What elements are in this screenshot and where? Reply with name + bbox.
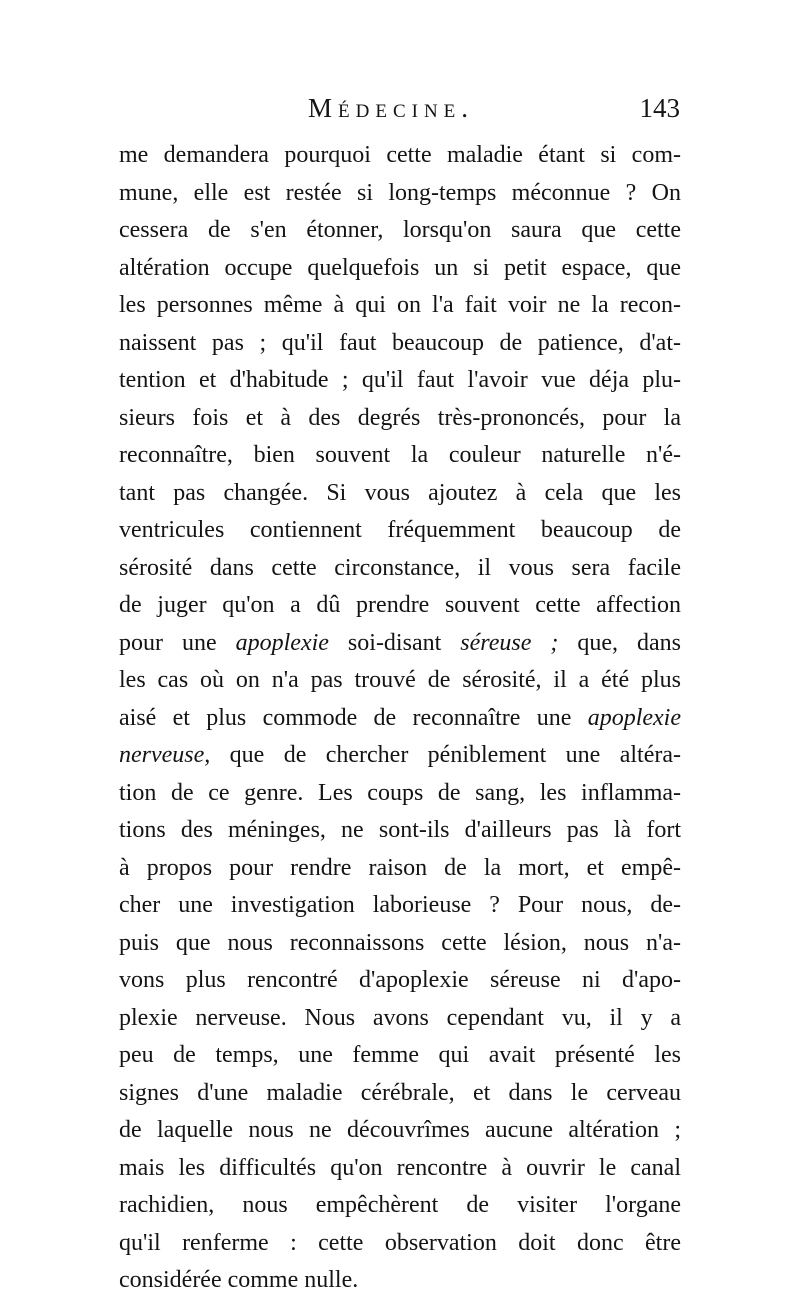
text-line xyxy=(119,1000,681,1038)
text-segment: cessera de s'en étonner, lorsqu'on saura que cette xyxy=(119,217,681,243)
italic-term: séreuse ; xyxy=(460,629,559,656)
text-segment: aisé et plus commode de reconnaître une xyxy=(119,704,588,731)
text-segment: les personnes même à qui on l'a fait voir ne la recon- xyxy=(119,292,681,318)
text-line xyxy=(119,737,681,775)
text-line xyxy=(119,400,681,438)
italic-term: apoplexie xyxy=(235,629,329,656)
text-segment: puis que nous reconnaissons cette lésion, nous n'a- xyxy=(119,929,681,956)
text-segment: soi-disant xyxy=(328,629,461,656)
running-title: Médecine. xyxy=(308,93,475,123)
text-segment: mais les difficultés qu'on rencontre à ouvrir le canal xyxy=(119,1154,681,1181)
text-segment: tions des méninges, ne sont-ils d'ailleurs pas là fort xyxy=(119,817,681,843)
text-segment: cher une investigation laborieuse ? Pour nous, de- xyxy=(119,892,681,918)
text-line xyxy=(119,1262,681,1300)
text-segment: reconnaître, bien souvent la couleur naturelle n'é- xyxy=(119,442,681,468)
text-line xyxy=(119,1187,681,1225)
text-line xyxy=(119,512,681,550)
text-segment: ventricules contiennent fréquemment beaucoup de xyxy=(119,517,681,543)
text-segment: qu'il renferme : cette observation doit donc être xyxy=(119,1229,681,1256)
text-segment: altération occupe quelquefois un si petit espace, que xyxy=(119,254,681,281)
text-segment: à propos pour rendre raison de la mort, et empê- xyxy=(119,854,681,881)
text-line xyxy=(119,250,681,288)
text-line xyxy=(119,662,681,700)
body-paragraph xyxy=(119,137,681,1300)
text-line xyxy=(119,1112,681,1150)
text-segment: sérosité dans cette circonstance, il vous sera facile xyxy=(119,554,681,581)
text-segment: sieurs fois et à des degrés très-prononcés, pour la xyxy=(119,404,681,431)
text-segment: vons plus rencontré d'apoplexie séreuse ni d'apo- xyxy=(119,967,681,993)
text-segment: tant pas changée. Si vous ajoutez à cela que les xyxy=(119,479,681,506)
text-line xyxy=(119,212,681,250)
text-segment: les cas où on n'a pas trouvé de sérosité, il a été plus xyxy=(119,667,681,693)
page-number: 143 xyxy=(639,93,680,123)
text-line xyxy=(119,1150,681,1188)
text-line xyxy=(119,475,681,513)
text-segment: tention et d'habitude ; qu'il faut l'avoir vue déja plu- xyxy=(119,367,681,393)
text-segment: de laquelle nous ne découvrîmes aucune altération ; xyxy=(119,1117,681,1143)
text-line xyxy=(119,437,681,475)
text-line xyxy=(119,362,681,400)
text-line xyxy=(119,325,681,363)
text-line xyxy=(119,550,681,588)
text-segment: considérée comme nulle. xyxy=(119,1267,359,1293)
italic-term: nerveuse, xyxy=(119,742,211,768)
text-segment: de juger qu'on a dû prendre souvent cette affection xyxy=(119,592,681,618)
text-line xyxy=(119,775,681,813)
text-line xyxy=(119,625,681,663)
italic-term: apoplexie xyxy=(587,704,681,731)
text-line xyxy=(119,850,681,888)
text-segment: me demandera pourquoi cette maladie étant si com- xyxy=(119,142,681,168)
text-segment: mune, elle est restée si long-temps méconnue ? On xyxy=(119,179,681,206)
text-line xyxy=(119,1075,681,1113)
text-line xyxy=(119,137,681,175)
text-line xyxy=(119,962,681,1000)
text-line xyxy=(119,175,681,213)
text-line xyxy=(119,887,681,925)
text-segment: plexie nerveuse. Nous avons cependant vu, il y a xyxy=(119,1004,681,1031)
text-segment: peu de temps, une femme qui avait présenté les xyxy=(119,1042,681,1068)
text-line xyxy=(119,1037,681,1075)
text-segment: naissent pas ; qu'il faut beaucoup de patience, d'at- xyxy=(119,329,681,356)
text-segment: pour une xyxy=(119,629,236,656)
text-line xyxy=(119,587,681,625)
text-line xyxy=(119,925,681,963)
text-line xyxy=(119,812,681,850)
text-line xyxy=(119,287,681,325)
text-segment: rachidien, nous empêchèrent de visiter l'organe xyxy=(119,1192,681,1218)
text-line xyxy=(119,700,681,738)
text-segment: signes d'une maladie cérébrale, et dans le cerveau xyxy=(119,1079,681,1106)
page-header xyxy=(118,93,680,133)
text-line xyxy=(119,1225,681,1263)
text-segment: tion de ce genre. Les coups de sang, les inflamma- xyxy=(119,779,681,806)
text-segment: que, dans xyxy=(558,629,681,656)
text-segment: que de chercher péniblement une altéra- xyxy=(210,742,681,768)
